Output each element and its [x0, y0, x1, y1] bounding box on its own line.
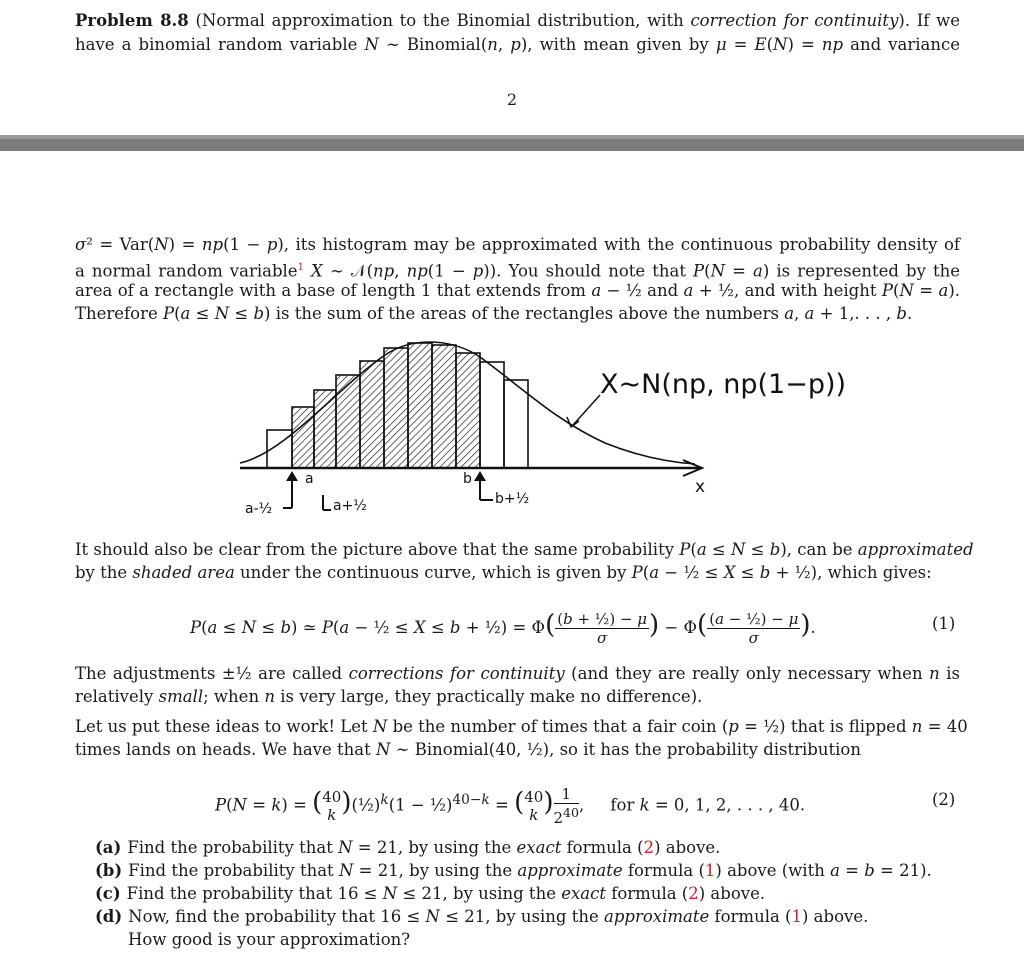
para3-line-1: The adjustments ±½ are called corrections for continuity (and they are really only necessary when n is	[75, 664, 960, 683]
question-d: (d) Now, find the probability that 16 ≤ N ≤ 21, by using the approximate formula (1) above.	[95, 907, 869, 926]
problem-header-line-2: have a binomial random variable N ∼ Binomial(n, p), with mean given by μ = E(N) = np and variance	[75, 35, 961, 54]
page-divider	[0, 135, 1024, 151]
problem-header-line-1: Problem 8.8 (Normal approximation to the Binomial distribution, with correction for continuity). If we	[75, 11, 960, 30]
curve-label: X∼N(np, np(1−p))	[600, 369, 847, 400]
question-c: (c) Find the probability that 16 ≤ N ≤ 21, by using the exact formula (2) above.	[95, 884, 766, 903]
axis-label: x	[695, 477, 706, 497]
tick-label-b-plus-half: b+½	[495, 491, 530, 507]
para4-line-2: times lands on heads. We have that N ∼ Binomial(40, ½), so it has the probability distribution	[75, 740, 861, 759]
equation-2-number: (2)	[932, 790, 956, 809]
tick-label-b: b	[463, 471, 472, 487]
intro-line-1: σ² = Var(N) = np(1 − p), its histogram may be approximated with the continuous probability density of	[75, 235, 960, 254]
equation-1-number: (1)	[932, 614, 956, 633]
histogram-normal-sketch	[225, 335, 875, 520]
page-number: 2	[506, 90, 518, 109]
tick-label-a-plus-half: a+½	[333, 498, 367, 514]
question-a: (a) Find the probability that N = 21, by using the exact formula (2) above.	[95, 838, 721, 857]
intro-line-4: Therefore P(a ≤ N ≤ b) is the sum of the areas of the rectangles above the numbers a, a + 1,. . . , b.	[75, 304, 913, 323]
equation-2: P(N = k) = ( 40 k )(½)$^k$(1 − ½)$^{40-k}$ = ( 40 k ) $\frac{1}{2^{40}}$ , for k = 0, 1, 2, . . . , 40.	[215, 785, 806, 827]
para2-line-2: by the shaded area under the continuous curve, which is given by P(a − ½ ≤ X ≤ b + ½), which gives:	[75, 563, 932, 582]
intro-line-2: a normal random variable$^1$ X ∼ 𝒩(np, np(1 − p)). You should note that P(N = a) is represented by the	[75, 261, 960, 281]
shaded-rectangles	[292, 343, 480, 468]
question-d-followup: How good is your approximation?	[128, 930, 411, 949]
equation-1: P(a ≤ N ≤ b) ≃ P(a − ½ ≤ X ≤ b + ½) = Φ( $\frac{\text{(b + ½) − μ}}{\sigma}$ ) − Φ( $\frac{\text{(a − ½) − μ}}{\sigma}$ ).	[190, 610, 816, 647]
tick-label-a-minus-half: a-½	[245, 501, 273, 517]
para4-line-1: Let us put these ideas to work! Let N be the number of times that a fair coin (p = ½) that is flipped n = 40	[75, 717, 968, 736]
para3-line-2: relatively small; when n is very large, they practically make no difference).	[75, 687, 703, 706]
para2-line-1: It should also be clear from the picture above that the same probability P(a ≤ N ≤ b), can be approximated	[75, 540, 974, 559]
question-b: (b) Find the probability that N = 21, by using the approximate formula (1) above (with a = b = 21).	[95, 861, 932, 880]
intro-line-3: area of a rectangle with a base of length 1 that extends from a − ½ and a + ½, and with height P(N = a).	[75, 281, 960, 300]
tick-label-a: a	[305, 471, 314, 487]
